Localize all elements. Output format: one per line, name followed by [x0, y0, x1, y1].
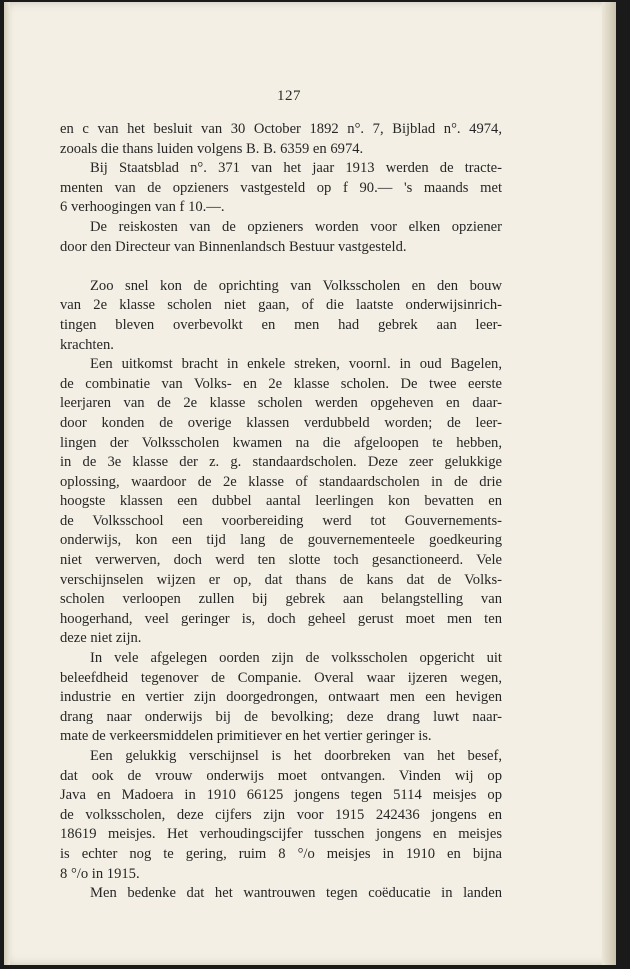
text-line: krachten.	[60, 336, 114, 353]
text-line: deze niet zijn.	[60, 630, 142, 647]
text-line: leerjaren van de 2e klasse scholen werden opgeheven en daar-	[60, 395, 502, 412]
text-line: mate de verkeersmiddelen primitiever en het vertier geringer is.	[60, 728, 432, 745]
text-line: In vele afgelegen oorden zijn de volksscholen opgericht uit	[90, 650, 502, 667]
text-line: scholen verloopen zullen bij gebrek aan belangstelling van	[60, 591, 502, 608]
text-line: drang naar onderwijs bij de bevolking; deze drang luwt naar-	[60, 708, 502, 725]
paragraph	[60, 159, 502, 218]
text-line: dat ook de vrouw onderwijs moet ontvangen. Vinden wij op	[60, 767, 502, 784]
text-line: door konden de overige klassen verdubbeld worden; de leer-	[60, 414, 502, 431]
text-line: beleefdheid tegenover de Companie. Overal waar ijzeren wegen,	[60, 669, 502, 686]
text-line: Een gelukkig verschijnsel is het doorbreken van het besef,	[90, 748, 502, 764]
text-line: 6 verhoogingen van f 10.—.	[60, 199, 225, 216]
text-line: menten van de opzieners vastgesteld op f 90.— 's maands met	[60, 179, 502, 196]
page-number: 127	[277, 88, 301, 104]
text-line: lingen der Volksscholen kwamen na die afgeloopen te hebben,	[60, 434, 502, 451]
text-line: tingen bleven overbevolkt en men had gebrek aan leer-	[60, 316, 502, 333]
page-right-edge	[602, 2, 616, 965]
text-line: Bij Staatsblad n°. 371 van het jaar 1913 werden de tracte-	[90, 160, 502, 177]
text-line: Java en Madoera in 1910 66125 jongens tegen 5114 meisjes op	[60, 787, 502, 804]
text-line: en c van het besluit van 30 October 1892 n°. 7, Bijblad n°. 4974,	[60, 121, 502, 137]
text-line: de combinatie van Volks- en 2e klasse scholen. De twee eerste	[60, 375, 502, 392]
text-line: is echter nog te gering, ruim 8 °/o meisjes in 1910 en bijna	[60, 845, 502, 862]
text-line: 8 °/o in 1915.	[60, 865, 140, 882]
paragraph	[60, 277, 502, 355]
text-line: onderwijs, kon een tijd lang de gouvernementeele goedkeuring	[60, 532, 502, 549]
paragraph	[60, 218, 502, 257]
text-line: 18619 meisjes. Het verhoudingscijfer tusschen jongens en meisjes	[60, 826, 502, 843]
text-line: in de 3e klasse der z. g. standaardscholen. Deze zeer gelukkige	[60, 454, 502, 471]
text-line: de volksscholen, deze cijfers zijn voor 1915 242436 jongens en	[60, 806, 502, 823]
book-page	[4, 2, 616, 965]
text-line: industrie en vertier zijn doorgedrongen, ontwaart men een hevigen	[60, 689, 502, 706]
page-left-edge	[4, 2, 10, 965]
text-line: Men bedenke dat het wantrouwen tegen coëducatie in landen	[90, 885, 502, 902]
paragraph	[60, 747, 502, 884]
text-line: hoogste klassen een dubbel aantal leerlingen kon bevatten en	[60, 493, 502, 510]
text-line: verschijnselen wijzen er op, dat thans de kans dat de Volks-	[60, 571, 502, 588]
page-body-text	[60, 120, 502, 904]
paragraph	[60, 355, 502, 649]
text-line: oplossing, waardoor de 2e klasse of standaardscholen in de drie	[60, 473, 502, 490]
text-line: de Volksschool een voorbereiding werd tot Gouvernements-	[60, 512, 502, 529]
paragraph	[60, 884, 502, 904]
paragraph	[60, 649, 502, 747]
text-line: zooals die thans luiden volgens B. B. 6359 en 6974.	[60, 140, 364, 157]
text-line: Zoo snel kon de oprichting van Volksscholen en den bouw	[90, 277, 502, 294]
text-line: Een uitkomst bracht in enkele streken, voornl. in oud Bagelen,	[90, 356, 502, 373]
text-line: door den Directeur van Binnenlandsch Bestuur vastgesteld.	[60, 238, 407, 255]
paragraph	[60, 120, 502, 159]
text-line: De reiskosten van de opzieners worden voor elken opziener	[90, 218, 502, 235]
text-line: niet verwerven, doch werd ten slotte toch gesanctioneerd. Vele	[60, 552, 502, 569]
text-line: hoogerhand, veel geringer is, doch geheel gerust moet men ten	[60, 610, 502, 627]
text-line: van 2e klasse scholen niet gaan, of die laatste onderwijsinrich-	[60, 297, 502, 314]
section-gap	[60, 257, 502, 277]
